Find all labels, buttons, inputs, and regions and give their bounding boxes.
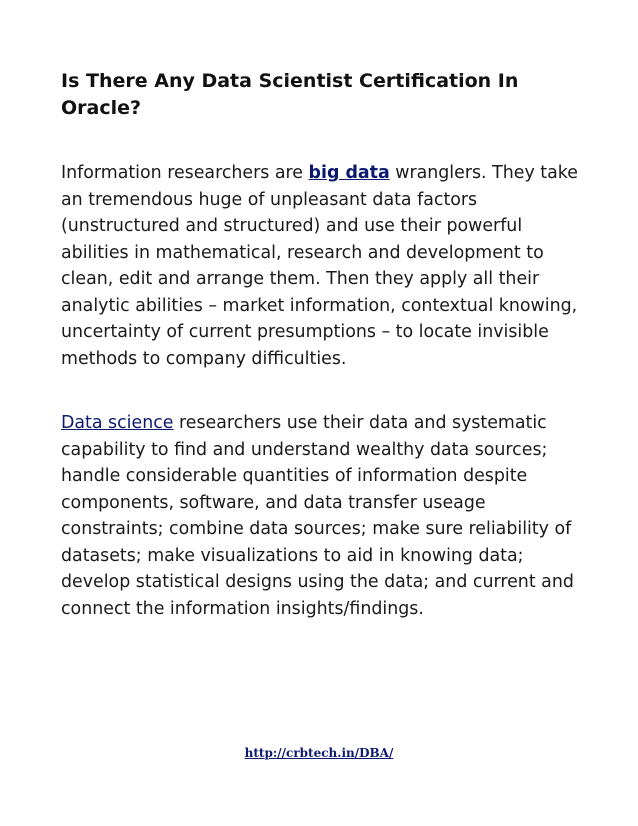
paragraph-intro bbox=[61, 160, 591, 372]
data-science-link[interactable]: Data science bbox=[61, 413, 174, 433]
paragraph-data-science bbox=[61, 410, 591, 622]
paragraph-data-science-text: researchers use their data and systematic capability to find and understand wealthy data sources; handle considerable quantities of information despite components, software, and data transfer useage constraints; combine data sources; make sure reliability of datasets; make visualizations to aid in knowing data; develop statistical designs using the data; and current and connect the information insights/findings. bbox=[61, 413, 574, 619]
footer-url-link[interactable]: http://crbtech.in/DBA/ bbox=[244, 746, 394, 760]
paragraph-intro-text-start: Information researchers are bbox=[61, 163, 309, 183]
page-title: Is There Any Data Scientist Certification In Oracle? bbox=[61, 70, 519, 119]
footer bbox=[0, 745, 638, 761]
paragraph-intro-text-end: wranglers. They take an tremendous huge of unpleasant data factors (unstructured and structured) and use their powerful abilities in mathematical, research and development to clean, edit and arrange them. Then they apply all their analytic abilities – market information, contextual knowing, uncertainty of current presumptions – to locate invisible methods to company difficulties. bbox=[61, 163, 578, 369]
big-data-link[interactable]: big data bbox=[308, 163, 390, 183]
